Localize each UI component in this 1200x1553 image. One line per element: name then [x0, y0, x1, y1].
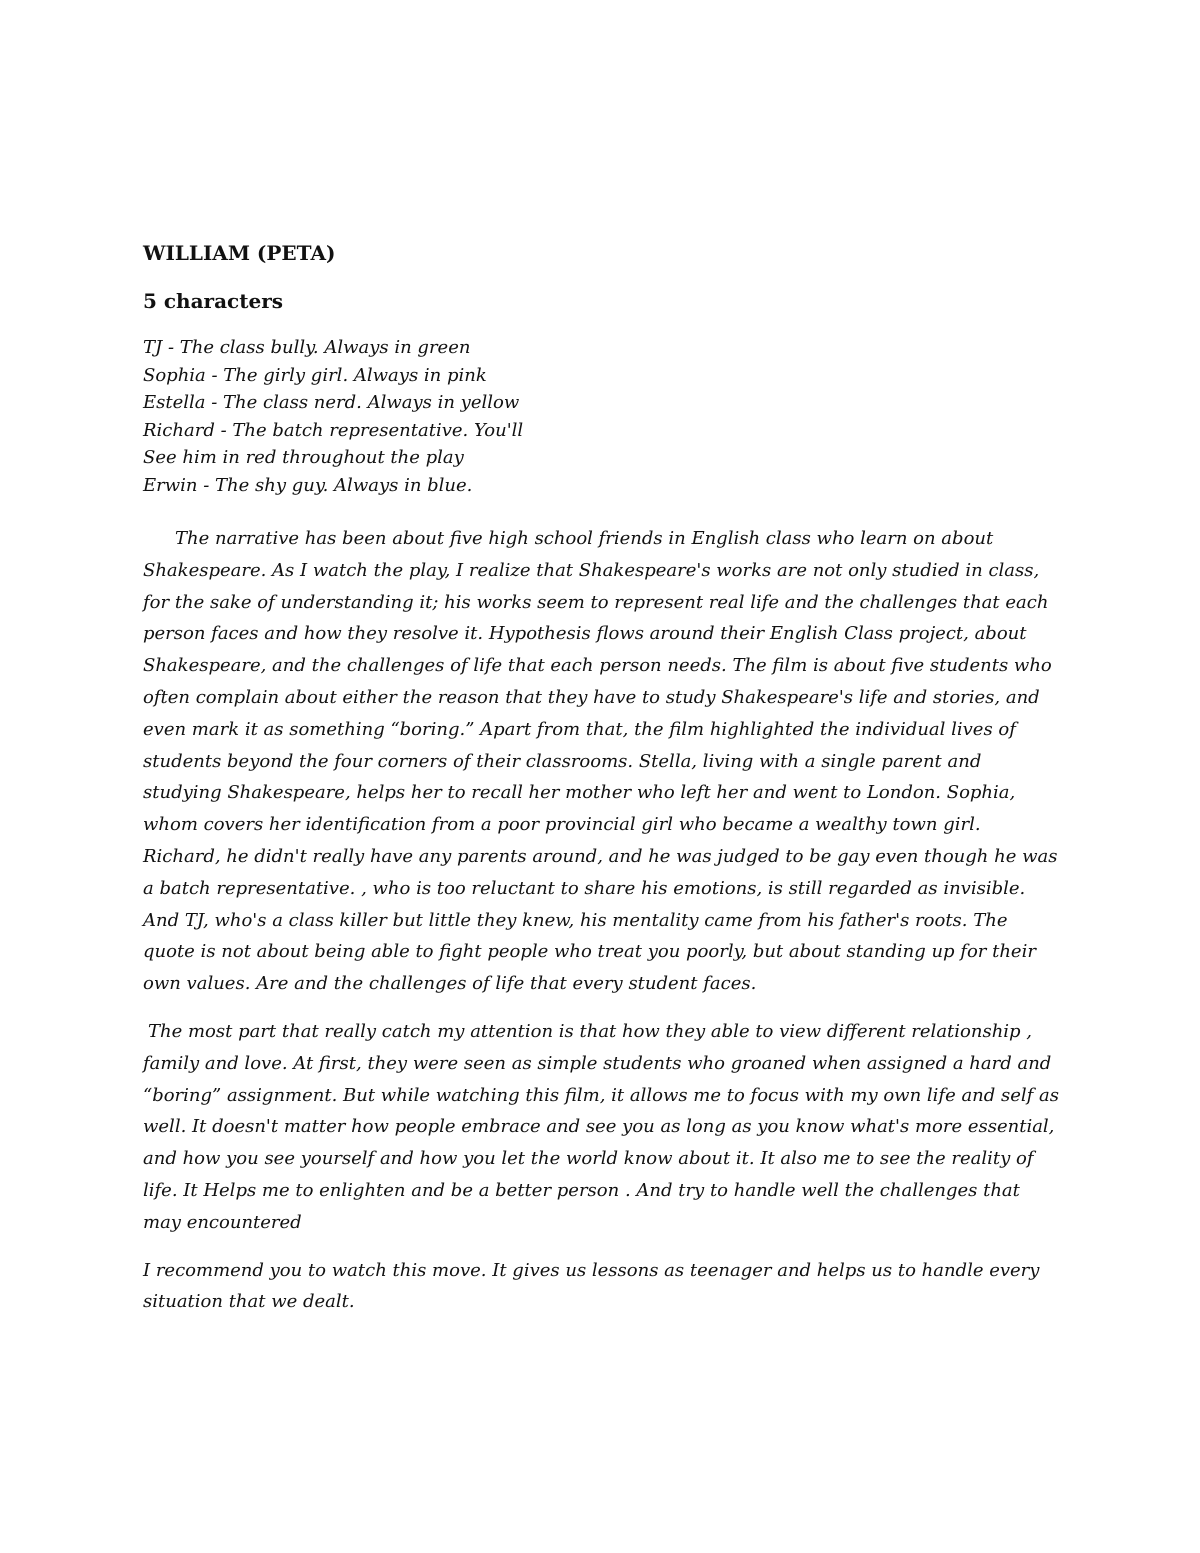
body-paragraph-narrative: The narrative has been about five high school friends in English class who learn on about Shakespeare. As I watch the play, I realize that Shakespeare's works are not only studied in class, for the sake of understanding it; his works seem to represent real life and the challenges that each person faces and how they resolve it. Hypothesis flows around their English Class project, about Shakespeare, and the challenges of life that each person needs. The film is about five students who often complain about either the reason that they have to study Shakespeare's life and stories, and even mark it as something “boring.” Apart from that, the film highlighted the individual lives of students beyond the four corners of their classrooms. Stella, living with a single parent and studying Shakespeare, helps her to recall her mother who left her and went to London. Sophia, whom covers her identification from a poor provincial girl who became a wealthy town girl. Richard, he didn't really have any parents around, and he was judged to be gay even though he was a batch representative. , who is too reluctant to share his emotions, is still regarded as invisible. And TJ, who's a class killer but little they knew, his mentality came from his father's roots. The quote is not about being able to fight people who treat you poorly, but about standing up for their own values. Are and the challenges of life that every student faces. — [143, 528, 1058, 995]
character-line: Sophia - The girly girl. Always in pink — [143, 364, 487, 386]
body-paragraph-attention: The most part that really catch my attention is that how they able to view different relationship , family and love. At first, they were seen as simple students who groaned when assigned a hard and “boring” assignment. But while watching this film, it allows me to focus with my own life and self as well. It doesn't matter how people embrace and see you as long as you know what's more essential, and how you see yourself and how you let the world know about it. It also me to see the reality of life. It Helps me to enlighten and be a better person . And try to handle well the challenges that may encountered — [143, 1020, 1060, 1233]
document-title: WILLIAM (PETA) — [143, 241, 336, 265]
document-subtitle: 5 characters — [143, 289, 283, 313]
character-line: Estella - The class nerd. Always in yellow — [143, 392, 520, 413]
body-paragraph-recommendation: I recommend you to watch this move. It gives us lessons as teenager and helps us to handle every situation that we dealt. — [143, 1259, 1040, 1313]
document-page — [143, 240, 1063, 1334]
character-list — [143, 334, 1063, 499]
character-line: See him in red throughout the play — [143, 447, 464, 468]
character-line: Erwin - The shy guy. Always in blue. — [143, 474, 473, 496]
character-line: Richard - The batch representative. You'll — [143, 419, 524, 441]
character-line: TJ - The class bully. Always in green — [143, 337, 471, 358]
